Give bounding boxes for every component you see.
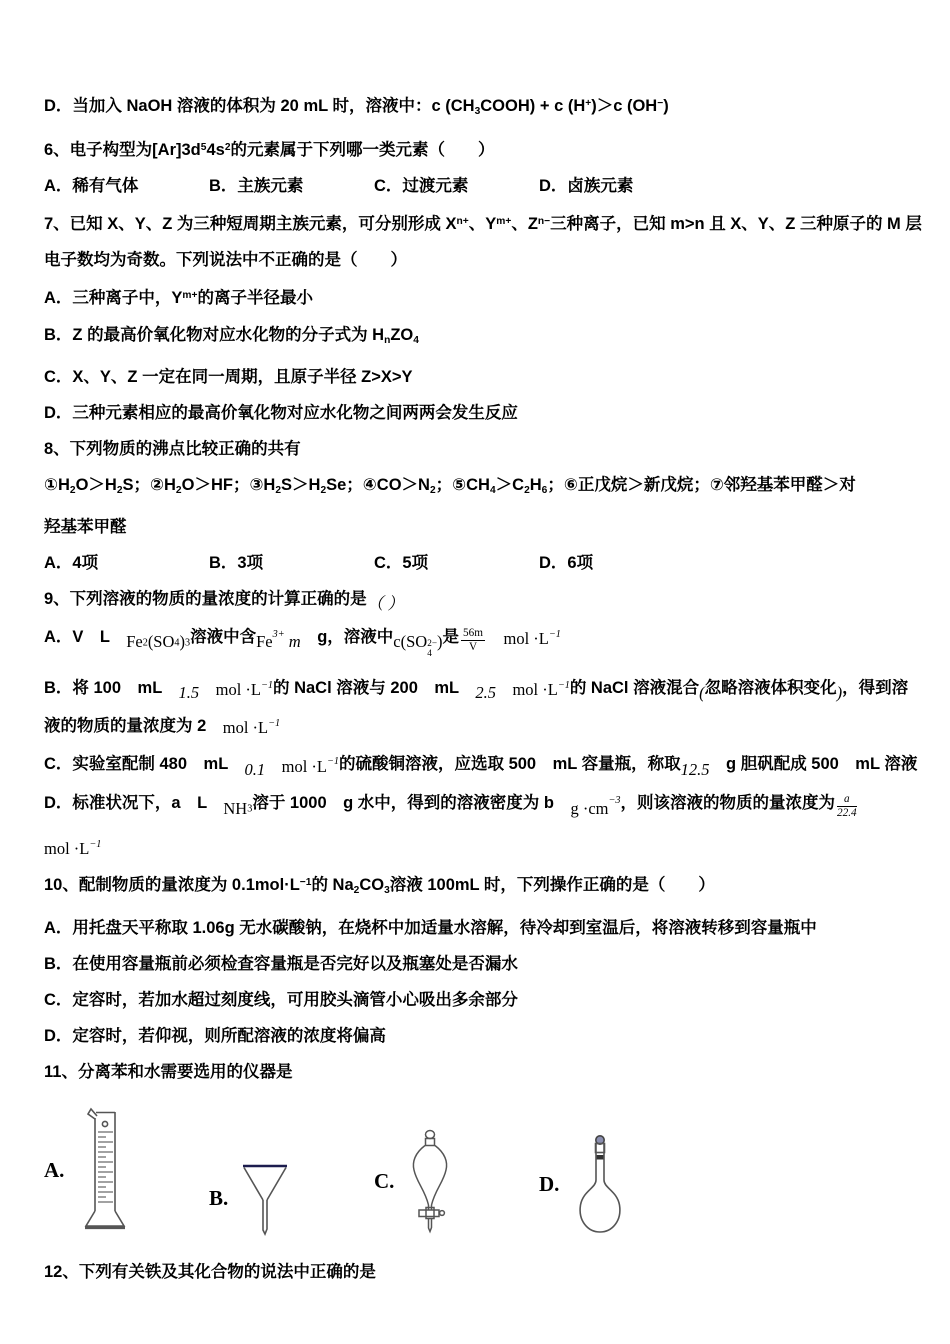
option-item: D．卤族元素 — [539, 177, 634, 196]
q10-option-d: D．定容时，若仰视，则所配溶液的浓度将偏高 — [44, 1026, 386, 1045]
q7-stem-1: 7、已知 X、Y、Z 为三种短周期主族元素，可分别形成 $X^{n+}$、$Y^{m+}$、$Z^{n-}$三种离子，已知 m>n 且 X、Y、Z 三种原子的 M 层 — [44, 215, 922, 234]
apparatus-option-d — [539, 1134, 704, 1236]
apparatus-label-a: A. — [44, 1158, 65, 1183]
q7-option-d: D．三种元素相应的最高价氧化物对应水化物之间两两会发生反应 — [44, 403, 518, 422]
fraction: $\frac{56m}{V}$ — [463, 626, 483, 653]
measuring-cylinder-icon — [76, 1106, 134, 1236]
sub-sup-stack: 2− 4 — [427, 637, 438, 658]
q7-option-a: A．三种离子中，$Y^{m+}$的离子半径最小 — [44, 289, 313, 308]
option-item: A．稀有气体 — [44, 177, 139, 196]
option-item: C．过渡元素 — [374, 177, 469, 196]
option-item: C．5项 — [374, 553, 429, 572]
separating-funnel-icon — [406, 1128, 454, 1236]
apparatus-label-c: C. — [374, 1169, 395, 1194]
apparatus-label-b: B. — [209, 1186, 229, 1211]
q11-stem: 11、分离苯和水需要选用的仪器是 — [44, 1062, 293, 1081]
q12-stem: 12、下列有关铁及其化合物的说法中正确的是 — [44, 1262, 376, 1281]
q8-stem: 8、下列物质的沸点比较正确的共有 — [44, 439, 301, 458]
q5-option-d: D．当加入 NaOH 溶液的体积为 20 mL 时，溶液中：c $(CH_3COOH) + c$ (H+)＞c (OH−) — [44, 97, 669, 118]
q6-stem: 6、电子构型为$[Ar]3d^54s^2$的元素属于下列哪一类元素（ ） — [44, 141, 495, 160]
apparatus-label-d: D. — [539, 1172, 560, 1197]
q9-option-d: D．标准状况下，a L $NH_3$溶于 1000 g 水中，得到的溶液密度为 b $g \cdot cm^{-3}$，则该溶液的物质的量浓度为 $\frac{a}{22.4}$ — [44, 792, 857, 819]
q7-option-b: B．Z 的最高价氧化物对应水化物的分子式为 $H_nZO_4$ — [44, 325, 419, 346]
q8-items-2: 羟基苯甲醛 — [44, 517, 127, 536]
q7-stem-2: 电子数均为奇数。下列说法中不正确的是（ ） — [44, 251, 407, 270]
apparatus-option-c — [374, 1128, 539, 1236]
q7-option-c: C．X、Y、Z 一定在同一周期，且原子半径 Z>X>Y — [44, 367, 413, 386]
apparatus-option-a — [44, 1106, 209, 1236]
apparatus-option-b — [209, 1162, 374, 1236]
q9-option-a: A．V L $Fe_2(SO_4)_3$溶液中含$Fe^{3+}$ m g，溶液中c(SO 2− 4 )是 $\frac{56m}{V}$ mol $\cdot L^{-1}$ — [44, 626, 561, 658]
funnel-icon — [240, 1162, 290, 1236]
q8-options — [44, 551, 906, 575]
q10-option-b: B．在使用容量瓶前必须检查容量瓶是否完好以及瓶塞处是否漏水 — [44, 954, 518, 973]
q9-option-b-2: 液的物质的量浓度为 2 mol $\cdot L^{-1}$ — [44, 717, 281, 738]
option-item: B．3项 — [209, 553, 264, 572]
q10-option-c: C．定容时，若加水超过刻度线，可用胶头滴管小心吸出多余部分 — [44, 990, 518, 1009]
q9-option-b-1: B．将 100 mL 1.5 mol $\cdot L^{-1}$的 NaCl 溶液与 200 mL 2.5 mol $\cdot L^{-1}$的 NaCl 溶液混合(忽略溶液体积变化)，得到溶 — [44, 679, 909, 703]
q9-option-d-cont: mol $\cdot L^{-1}$ — [44, 839, 102, 859]
option-item: D．6项 — [539, 553, 594, 572]
option-item: B．主族元素 — [209, 177, 304, 196]
q9-stem: 9、下列溶液的物质的量浓度的计算正确的是（ ） — [44, 589, 404, 613]
q8-items-1: $①H_2O>H_2S$；$②H_2O>HF$；$③H_2S>H_2Se$；$④CO>N_2$；$⑤CH_4>C_2H_6$；⑥正戊烷＞新戊烷；⑦邻羟基苯甲醛＞对 — [44, 475, 856, 496]
volumetric-flask-icon — [571, 1134, 629, 1236]
q10-option-a: A．用托盘天平称取 1.06g 无水碳酸钠，在烧杯中加适量水溶解，待冷却到室温后，将溶液转移到容量瓶中 — [44, 918, 817, 937]
q9-option-c: C．实验室配制 480 mL 0.1 mol $\cdot L^{-1}$的硫酸铜溶液，应选取 500 mL 容量瓶，称取12.5 g 胆矾配成 500 mL 溶液 — [44, 755, 918, 779]
question-lines-after — [44, 1260, 906, 1284]
q10-stem: 10、配制物质的量浓度为 $0.1mol\cdot L^{-1}$的 $Na_2CO_3$溶液 100mL 时，下列操作正确的是（ ） — [44, 876, 715, 897]
option-item: A．4项 — [44, 553, 99, 572]
question-lines — [44, 92, 922, 1084]
fraction: $\frac{a}{22.4}$ — [837, 792, 857, 819]
q11-apparatus-row — [44, 1096, 906, 1236]
q6-options — [44, 174, 906, 198]
